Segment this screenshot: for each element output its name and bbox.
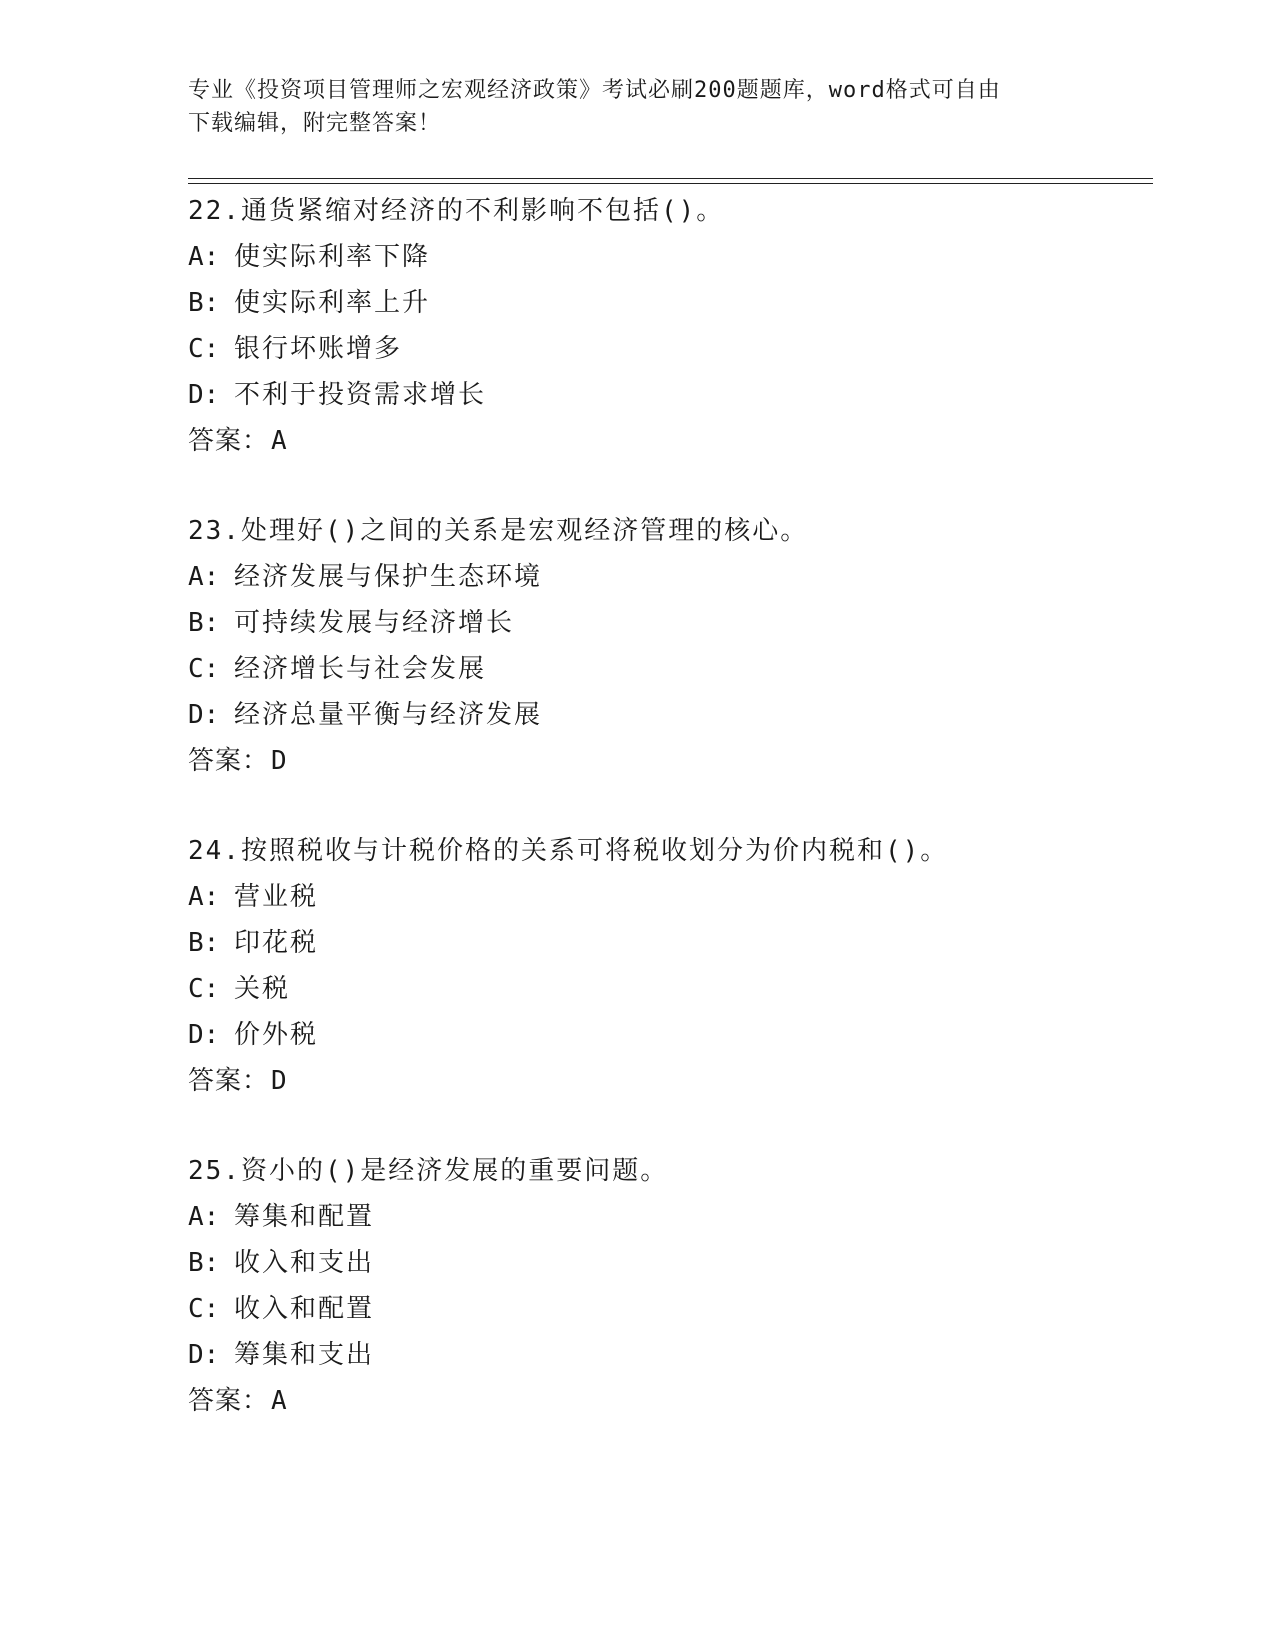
option-text: 收入和支出 [234,1248,375,1278]
option-letter: C: [188,654,220,684]
option-b [188,600,1188,646]
option-d [188,372,1188,418]
option-d [188,1332,1188,1378]
option-text: 使实际利率上升 [234,288,431,318]
answer-value: D [271,1066,287,1096]
option-a [188,234,1188,280]
option-text: 营业税 [234,882,319,912]
option-text: 印花税 [234,928,319,958]
option-text: 银行坏账增多 [234,334,403,364]
option-text: 可持续发展与经济增长 [234,608,515,638]
option-letter: B: [188,608,220,638]
answer-value: A [271,1386,287,1416]
answer-line [188,1058,1188,1104]
option-letter: B: [188,1248,220,1278]
option-letter: A: [188,242,220,272]
option-text: 价外税 [234,1020,319,1050]
answer-label: 答案： [188,746,270,776]
answer-line [188,418,1188,464]
answer-line [188,1378,1188,1424]
option-letter: B: [188,928,220,958]
option-letter: C: [188,1294,220,1324]
option-text: 经济总量平衡与经济发展 [234,700,543,730]
option-c [188,966,1188,1012]
header-line-2: 下载编辑，附完整答案！ [188,111,442,136]
answer-label: 答案： [188,1066,270,1096]
option-a [188,874,1188,920]
option-text: 经济增长与社会发展 [234,654,487,684]
option-text: 关税 [234,974,291,1004]
option-text: 筹集和支出 [234,1340,375,1370]
question-stem: 24.按照税收与计税价格的关系可将税收划分为价内税和()。 [188,836,949,866]
option-text: 经济发展与保护生态环境 [234,562,543,592]
header-divider-top [188,178,1153,179]
option-a [188,554,1188,600]
answer-label: 答案： [188,1386,270,1416]
option-letter: C: [188,334,220,364]
option-text: 筹集和配置 [234,1202,375,1232]
answer-value: A [271,426,287,456]
option-c [188,326,1188,372]
option-text: 不利于投资需求增长 [234,380,487,410]
option-text: 使实际利率下降 [234,242,431,272]
option-b [188,1240,1188,1286]
question-stem: 22.通货紧缩对经济的不利影响不包括()。 [188,196,725,226]
option-a [188,1194,1188,1240]
header-line-1: 专业《投资项目管理师之宏观经济政策》考试必刷200题题库，word格式可自由 [188,78,1001,103]
option-letter: A: [188,882,220,912]
question-block [188,1148,1188,1424]
question-stem: 23.处理好()之间的关系是宏观经济管理的核心。 [188,516,809,546]
answer-label: 答案： [188,426,270,456]
option-letter: D: [188,380,220,410]
option-c [188,646,1188,692]
option-d [188,692,1188,738]
option-d [188,1012,1188,1058]
option-letter: D: [188,1020,220,1050]
option-letter: B: [188,288,220,318]
option-letter: D: [188,1340,220,1370]
answer-value: D [271,746,287,776]
question-stem: 25.资小的()是经济发展的重要问题。 [188,1156,669,1186]
question-block [188,508,1188,784]
option-letter: D: [188,700,220,730]
question-block [188,188,1188,464]
option-b [188,920,1188,966]
answer-line [188,738,1188,784]
option-text: 收入和配置 [234,1294,375,1324]
option-letter: A: [188,1202,220,1232]
option-letter: A: [188,562,220,592]
option-b [188,280,1188,326]
header-divider-bottom [188,183,1153,184]
option-c [188,1286,1188,1332]
option-letter: C: [188,974,220,1004]
question-block [188,828,1188,1104]
document-header [188,74,1088,140]
